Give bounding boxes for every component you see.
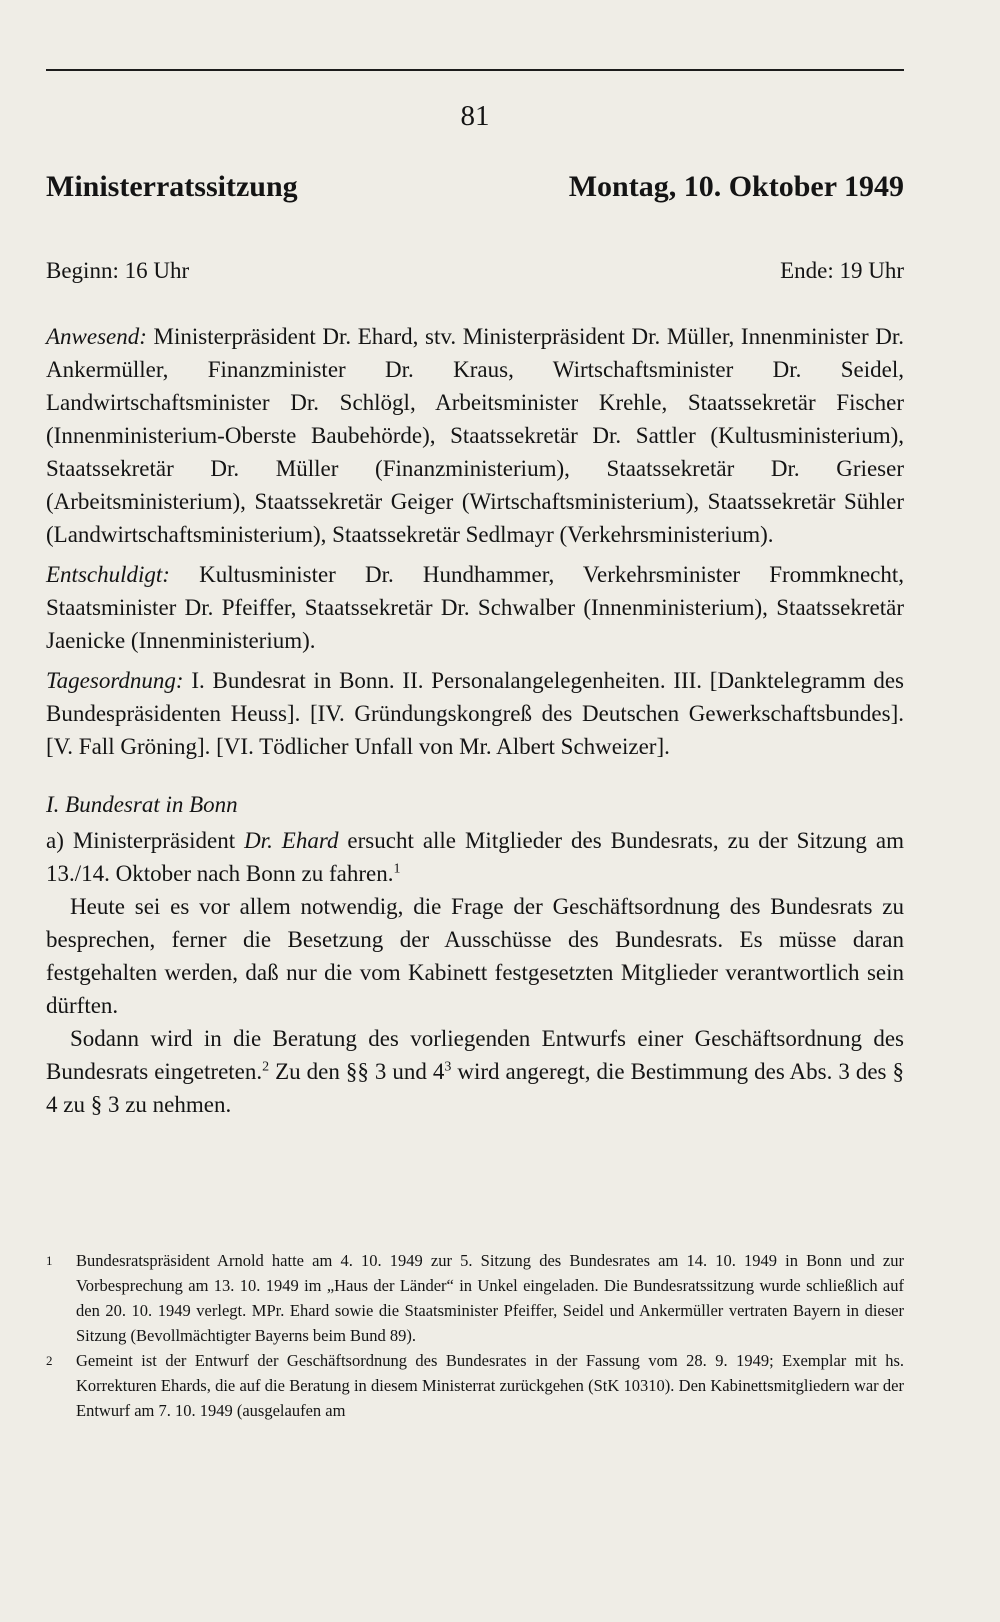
session-title: Ministerratssitzung [46,170,298,203]
agenda-label: Tagesordnung: [46,668,184,693]
footnote-ref-1: 1 [393,861,401,877]
session-times [46,258,904,284]
excused-paragraph [46,558,904,657]
session-date: Montag, 10. Oktober 1949 [568,170,904,203]
footnote-number: 2 [46,1353,53,1368]
excused-label: Entschuldigt: [46,562,170,587]
main-text [46,320,904,1121]
footnote-ref-2: 2 [262,1059,270,1075]
section-paragraph-1: a) Ministerpräsident Dr. Ehard ersucht alle Mitglieder des Bundesrats, zu der Sitzung am 13./14. Oktober nach Bonn zu fahren.$^1$ [46,828,904,886]
section-paragraph-2: Heute sei es vor allem notwendig, die Frage der Geschäftsordnung des Bundesrats zu besprechen, ferner die Besetzung der Ausschüsse des Bundesrats. Es müsse daran festgehalten werden, daß nur die vom Kabinett festgesetzten Mitglieder verantwortlich sein dürften. [46,894,904,1018]
begin-time: Beginn: 16 Uhr [46,258,190,283]
session-heading [46,170,904,204]
footnote-2 [46,1348,904,1423]
footnote-number: 1 [46,1253,53,1268]
page-number: 81 [460,100,490,132]
section-paragraph-3: Sodann wird in die Beratung des vorliegenden Entwurfs einer Geschäftsordnung des Bundesrats eingetreten.$^2$ Zu den §§ 3 und $4^3$ wird angeregt, die Bestimmung des Abs. 3 des § 4 zu § 3 zu nehmen. [46,1026,904,1117]
present-paragraph [46,320,904,551]
footnote-text: Gemeint ist der Entwurf der Geschäftsordnung des Bundesrates in der Fassung vom 28. 9. 1949; Exemplar mit hs. Korrekturen Ehards, die auf die Beratung in diesem Ministerrat zurückgehen (StK 10310). Den Kabinettsmitgliedern war der Entwurf am 7. 10. 1949 (ausgelaufen am [76,1351,904,1420]
excused-text: Kultusminister Dr. Hundhammer, Verkehrsminister Frommknecht, Staatsminister Dr. Pfeiffer, Staatssekretär Dr. Schwalber (Innenministerium), Staatssekretär Jaenicke (Innenministerium). [46,562,905,653]
section-heading: I. Bundesrat in Bonn [46,792,238,817]
present-label: Anwesend: [46,324,147,349]
agenda-text: I. Bundesrat in Bonn. II. Personalangelegenheiten. III. [Danktelegramm des Bundespräsidenten Heuss]. [IV. Gründungskongreß des Deutschen Gewerkschaftsbundes]. [V. Fall Gröning]. [VI. Tödlicher Unfall von Mr. Albert Schweizer]. [46,668,904,759]
present-text: Ministerpräsident Dr. Ehard, stv. Ministerpräsident Dr. Müller, Innenminister Dr. Ankermüller, Finanzminister Dr. Kraus, Wirtschaftsminister Dr. Seidel, Landwirtschaftsminister Dr. Schlögl, Arbeitsminister Krehle, Staatssekretär Fischer (Innenministerium-Oberste Baubehörde), Staatssekretär Dr. Sattler (Kultusministerium), Staatssekretär Dr. Müller (Finanzministerium), Staatssekretär Dr. Grieser (Arbeitsministerium), Staatssekretär Geiger (Wirtschaftsministerium), Staatssekretär Sühler (Landwirtschaftsministerium), Staatssekretär Sedlmayr (Verkehrsministerium). [46,324,905,547]
footnote-ref-3: 3 [444,1059,452,1075]
agenda-paragraph [46,664,904,763]
footnote-text: Bundesratspräsident Arnold hatte am 4. 10. 1949 zur 5. Sitzung des Bundesrates am 14. 10. 1949 in Bonn und zur Vorbesprechung am 13. 10. 1949 im „Haus der Länder“ in Unkel eingeladen. Die Bundesratssitzung wurde schließlich auf den 20. 10. 1949 verlegt. MPr. Ehard sowie die Staatsminister Pfeiffer, Seidel und Ankermüller vertraten Bayern in dieser Sitzung (Bevollmächtigter Bayerns beim Bund 89). [76,1251,904,1345]
speaker-name: Dr. Ehard [244,828,339,853]
end-time: Ende: 19 Uhr [780,258,904,283]
footnotes [46,1248,904,1423]
header-rule [46,69,904,71]
footnote-1 [46,1248,904,1348]
